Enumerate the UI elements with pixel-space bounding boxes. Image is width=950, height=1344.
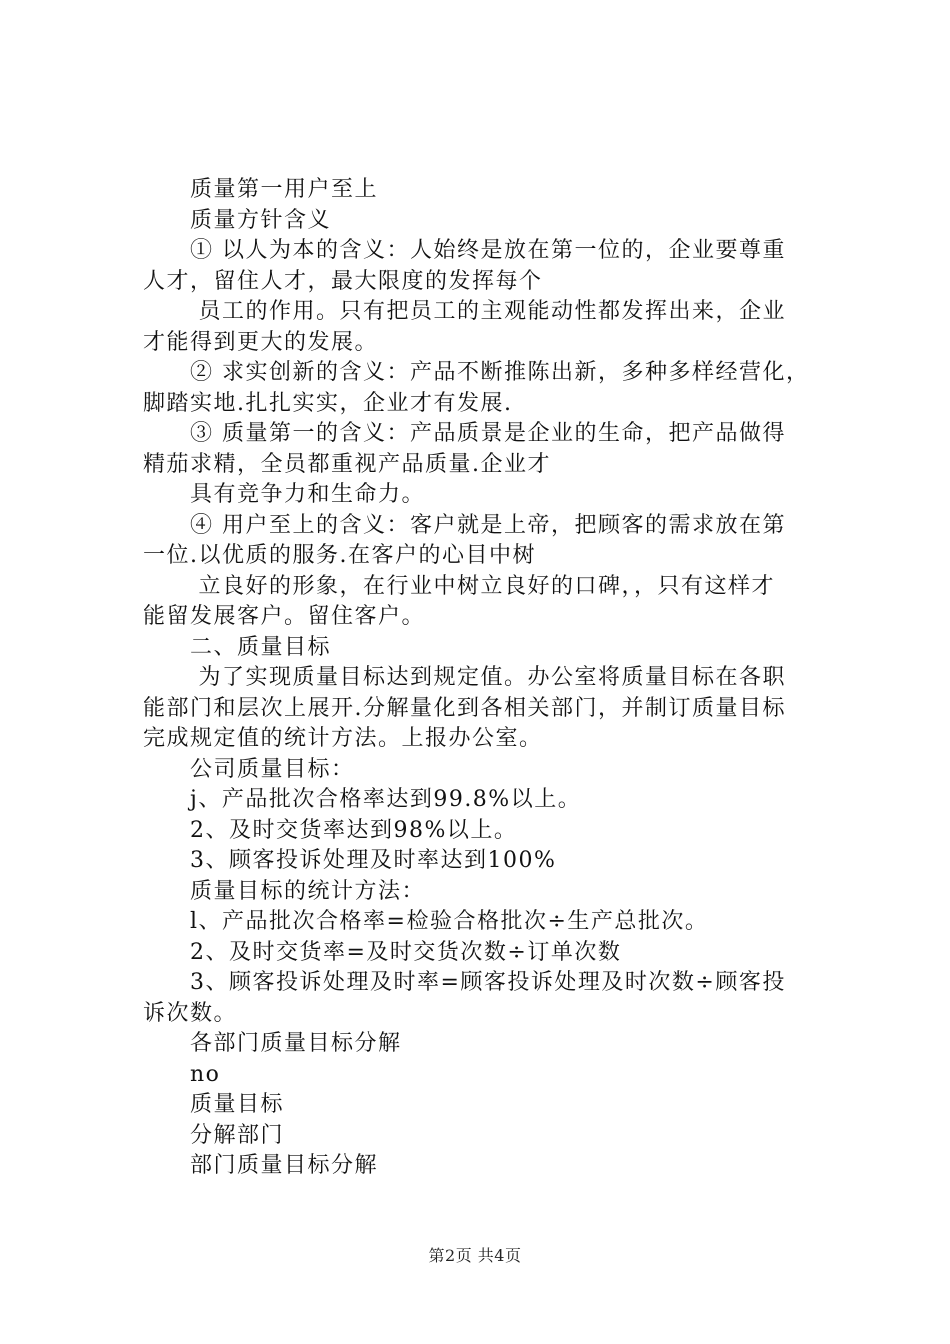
text-line: j、产品批次合格率达到99.8%以上。: [143, 787, 582, 812]
text-line: ③ 质量第一的含义：产品质景是企业的生命，把产品做得: [143, 421, 786, 446]
text-line: 脚踏实地.扎扎实实，企业才有发展.: [143, 390, 513, 416]
text-line: ② 求实创新的含义：产品不断推陈出新，多种多样经营化，: [143, 360, 810, 385]
text-line: 质量方针含义: [143, 207, 332, 233]
document-body: [143, 175, 843, 1182]
page-footer: 第2页 共4页: [428, 1246, 522, 1265]
text-line: 2、及时交货率达到98%以上。: [143, 817, 518, 843]
text-line: 公司质量目标：: [143, 756, 355, 782]
text-line: 3、顾客投诉处理及时率=顾客投诉处理及时次数÷顾客投: [143, 970, 786, 995]
text-line: no: [143, 1061, 221, 1087]
text-line: 完成规定值的统计方法。上报办公室。: [143, 726, 543, 751]
text-line: 质量目标: [143, 1092, 285, 1117]
text-line: 具有竞争力和生命力。: [143, 482, 426, 507]
text-line: 质量第一用户至上: [143, 177, 379, 202]
text-line: 各部门质量目标分解: [143, 1031, 402, 1056]
text-line: ④ 用户至上的含义：客户就是上帝，把顾客的需求放在第: [143, 512, 786, 538]
text-line: 2、及时交货率=及时交货次数÷订单次数: [143, 939, 622, 965]
text-line: 3、顾客投诉处理及时率达到100%: [143, 848, 557, 873]
text-line: 人才，留住人才，最大限度的发挥每个: [143, 268, 543, 294]
text-line: 立良好的形象，在行业中树立良好的口碑，，只有这样才: [143, 573, 775, 599]
text-line: 二、质量目标: [143, 634, 332, 660]
text-line: 能留发展客户。留住客户。: [143, 604, 426, 629]
text-line: 一位.以优质的服务.在客户的心目中树: [143, 543, 536, 568]
text-line: ① 以人为本的含义：人始终是放在第一位的，企业要尊重: [143, 238, 786, 263]
text-line: 为了实现质量目标达到规定值。办公室将质量目标在各职: [143, 665, 786, 690]
text-line: 员工的作用。只有把员工的主观能动性都发挥出来，企业: [143, 299, 786, 324]
text-line: 精茄求精，全员都重视产品质量.企业才: [143, 451, 551, 477]
text-line: 部门质量目标分解: [143, 1153, 379, 1178]
text-line: l、产品批次合格率=检验合格批次÷生产总批次。: [143, 909, 709, 934]
text-line: 诉次数。: [143, 1000, 238, 1026]
text-line: 能部门和层次上展开.分解量化到各相关部门，并制订质量目标: [143, 695, 786, 721]
text-line: 才能得到更大的发展。: [143, 329, 379, 355]
text-line: 质量目标的统计方法：: [143, 878, 426, 904]
text-line: 分解部门: [143, 1122, 285, 1148]
